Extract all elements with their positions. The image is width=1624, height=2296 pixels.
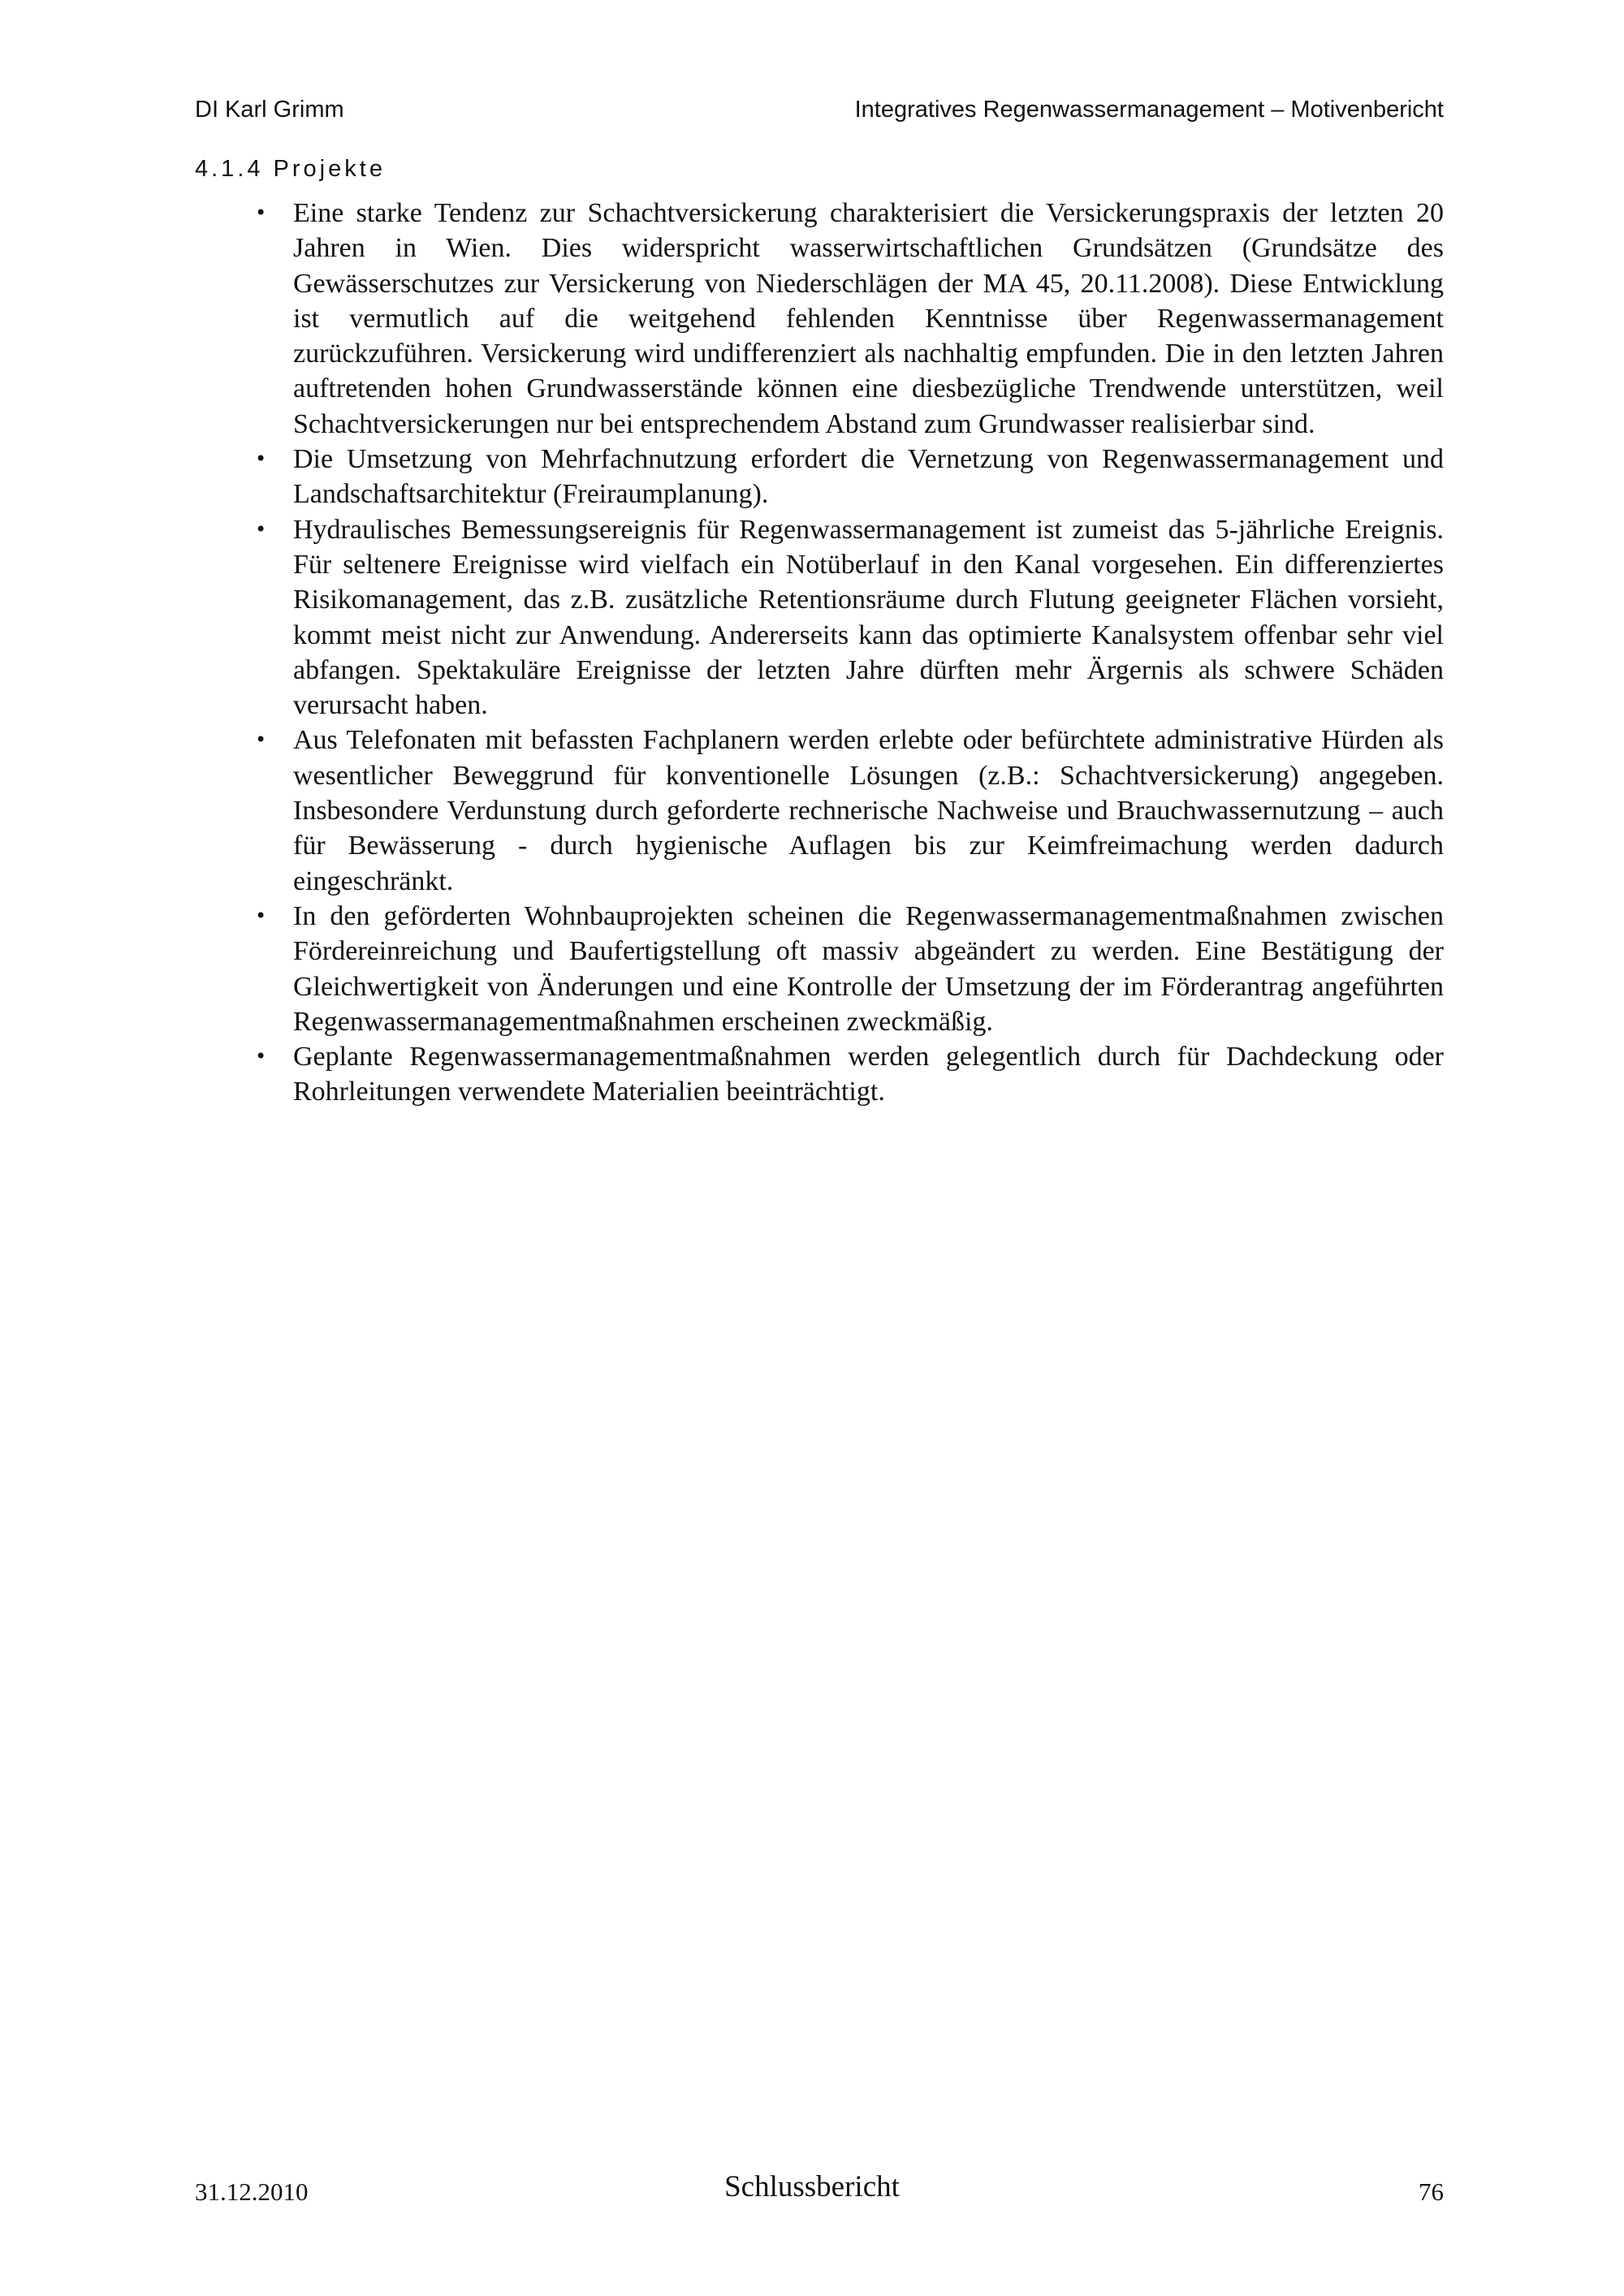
bullet-icon: • [255, 728, 267, 752]
bullet-text: Hydraulisches Bemessungsereignis für Regenwassermanagement ist zumeist das 5-jährliche Ereignis. Für seltenere Ereignisse wird vielfach ein Notüberlauf in den Kanal vorgesehen. Ein differenziertes Risikomanagement, das z.B. zusätzliche Retentionsräume durch Flutung geeigneter Flächen vorsieht, kommt meist nicht zur Anwendung. Andererseits kann das optimierte Kanalsystem offenbar sehr viel abfangen. Spektakuläre Ereignisse der letzten Jahre dürften mehr Ärgernis als schwere Schäden verursacht haben. [293, 514, 1444, 721]
bullet-text: Eine starke Tendenz zur Schachtversickerung charakterisiert die Versickerungspraxis der letzten 20 Jahren in Wien. Dies widerspricht wasserwirtschaftlichen Grundsätzen (Grundsätze des Gewässerschutzes zur Versickerung von Niederschlägen der MA 45, 20.11.2008). Diese Entwicklung ist vermutlich auf die weitgehend fehlenden Kenntnisse über Regenwassermanagement zurückzuführen. Versickerung wird undifferenziert als nachhaltig empfunden. Die in den letzten Jahren auftretenden hohen Grundwasserstände können eine diesbezügliche Trendwende unterstützen, weil Schachtversickerungen nur bei entsprechendem Abstand zum Grundwasser realisierbar sind. [293, 198, 1444, 439]
header-author: DI Karl Grimm [195, 97, 344, 123]
bullet-icon: • [255, 904, 267, 927]
bullet-icon: • [255, 201, 267, 224]
bullet-text: In den geförderten Wohnbauprojekten scheinen die Regenwassermanagementmaßnahmen zwischen Fördereinreichung und Baufertigstellung oft massiv abgeändert zu werden. Eine Bestätigung der Gleichwertigkeit von Änderungen und eine Kontrolle der Umsetzung der im Förderantrag angeführten Regenwassermanagementmaßnahmen erscheinen zweckmäßig. [293, 900, 1444, 1037]
bullet-text: Die Umsetzung von Mehrfachnutzung erfordert die Vernetzung von Regenwassermanagement und Landschaftsarchitektur (Freiraumplanung). [293, 444, 1444, 510]
footer-title: Schlussbericht [724, 2170, 900, 2203]
section-heading: 4.1.4 Projekte [195, 156, 386, 182]
bullet-item [195, 442, 1444, 512]
bullet-list [195, 196, 1444, 1110]
bullet-item [195, 196, 1444, 442]
footer-page-number: 76 [1419, 2177, 1444, 2206]
footer-date: 31.12.2010 [195, 2177, 309, 2206]
bullet-item [195, 899, 1444, 1039]
bullet-item [195, 723, 1444, 898]
header-document-title: Integratives Regenwassermanagement – Motivenbericht [854, 97, 1444, 123]
bullet-text: Geplante Regenwassermanagementmaßnahmen werden gelegentlich durch für Dachdeckung oder Rohrleitungen verwendete Materialien beeinträchtigt. [293, 1042, 1444, 1107]
bullet-item [195, 1039, 1444, 1110]
bullet-item [195, 512, 1444, 723]
bullet-text: Aus Telefonaten mit befassten Fachplanern werden erlebte oder befürchtete administrative Hürden als wesentlicher Beweggrund für konventionelle Lösungen (z.B.: Schachtversickerung) angegeben. Insbesondere Verdunstung durch geforderte rechnerische Nachweise und Brauchwassernutzung – auch für Bewässerung - durch hygienische Auflagen bis zur Keimfreimachung werden dadurch eingeschränkt. [293, 725, 1444, 896]
bullet-icon: • [255, 447, 267, 471]
bullet-icon: • [255, 1045, 267, 1068]
bullet-icon: • [255, 517, 267, 541]
